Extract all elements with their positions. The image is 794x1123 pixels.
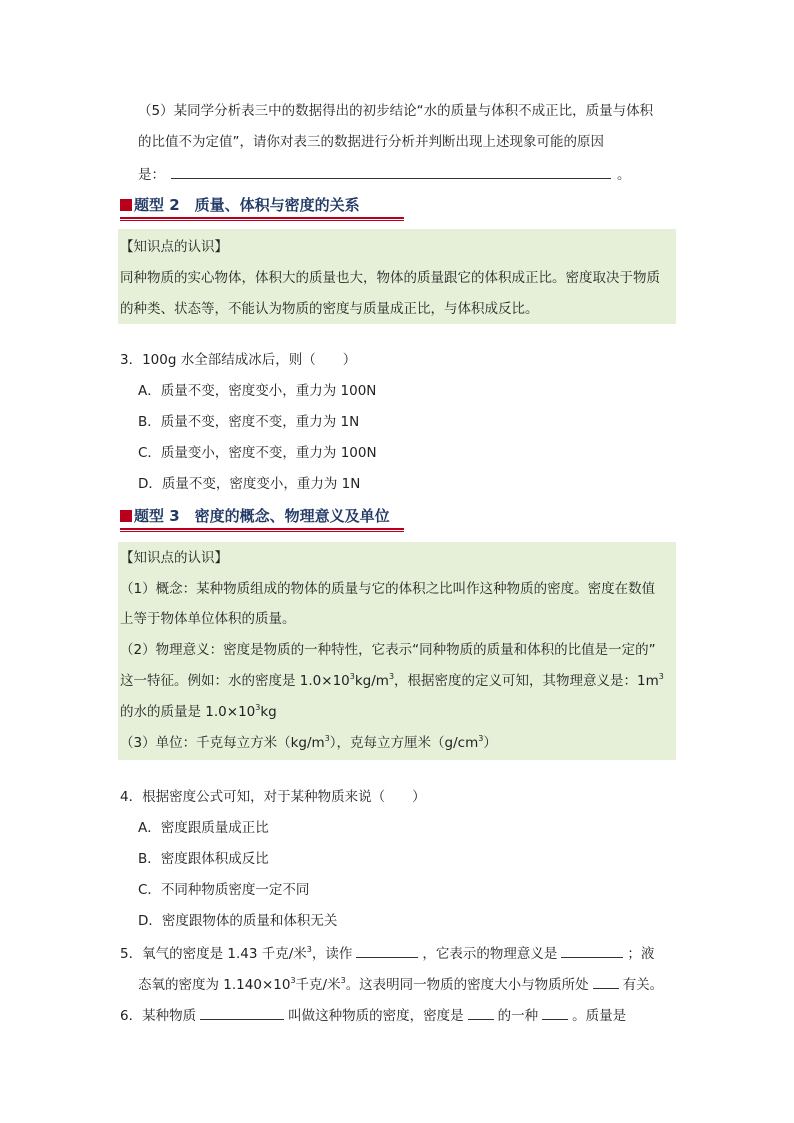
q5-prefix: 是：: [138, 167, 165, 183]
superscript: 3: [349, 672, 355, 681]
text-run: 5．氧气的密度是 1.43 千克/米: [120, 946, 307, 962]
section-header-3: [120, 504, 404, 532]
text-run: （3）单位：千克每立方米（kg/m: [120, 735, 325, 751]
knowledge-text-line: 的种类、状态等，不能认为物质的密度与质量成正比，与体积成反比。: [120, 301, 539, 317]
knowledge-concept-line-2: 上等于物体单位体积的质量。: [120, 611, 296, 627]
question-3-stem: 3．100g 水全部结成冰后，则（ ）: [120, 352, 357, 368]
text-run: ，它表示的物理意义是: [422, 946, 558, 962]
knowledge-box-3: [118, 542, 676, 760]
answer-blank[interactable]: [542, 1004, 568, 1020]
answer-blank[interactable]: [356, 942, 418, 958]
section-underline: [120, 217, 404, 219]
text-run: 的水的质量是 1.0×10: [120, 704, 256, 720]
section-underline-thin: [120, 220, 404, 221]
question-4-stem: 4．根据密度公式可知，对于某种物质来说（ ）: [120, 789, 426, 805]
knowledge-heading: 【知识点的认识】: [120, 239, 228, 255]
knowledge-box-2: [118, 229, 676, 324]
section-marker-icon: [120, 199, 132, 211]
knowledge-concept-line-1: （1）概念：某种物质组成的物体的质量与它的体积之比叫作这种物质的密度。密度在数值: [120, 581, 656, 597]
knowledge-text-line: 同种物质的实心物体，体积大的质量也大，物体的质量跟它的体积成正比。密度取决于物质: [120, 270, 660, 286]
superscript: 3: [255, 703, 261, 712]
superscript: 3: [306, 945, 312, 954]
q5-text-line-1: （5）某同学分析表三中的数据得出的初步结论“水的质量与体积不成正比，质量与体积: [138, 103, 654, 119]
text-run: 千克/米: [295, 977, 341, 993]
question-5-line-1: [120, 942, 654, 964]
text-run: 这一特征。例如：水的密度是 1.0×10: [120, 673, 350, 689]
superscript: 3: [658, 672, 664, 681]
knowledge-meaning-line-1: （2）物理意义：密度是物质的一种特性，它表示“同种物质的质量和体积的比值是一定的”: [120, 642, 656, 658]
text-run: 态氧的密度为 1.140×10: [138, 977, 291, 993]
q5-text-line-3: [138, 163, 631, 185]
question-3-option-d[interactable]: D．质量不变，密度变小，重力为 1N: [138, 476, 361, 492]
section-underline: [120, 528, 404, 530]
text-run: 6．某种物质: [120, 1008, 197, 1024]
question-3-option-a[interactable]: A．质量不变，密度变小，重力为 100N: [138, 383, 377, 399]
section-marker-icon: [120, 510, 132, 522]
text-run: kg: [260, 704, 277, 720]
text-run: 。这表明同一物质的密度大小与物质所处: [345, 977, 589, 993]
text-run: kg/m: [354, 673, 389, 689]
q5-answer-blank[interactable]: [171, 163, 611, 179]
superscript: 3: [388, 672, 395, 681]
text-run: ，读作: [311, 946, 353, 962]
question-4-option-a[interactable]: A．密度跟质量成正比: [138, 820, 269, 836]
question-3-option-c[interactable]: C．质量变小，密度不变，重力为 100N: [138, 445, 377, 461]
question-4-option-b[interactable]: B．密度跟体积成反比: [138, 851, 269, 867]
text-run: ，根据密度的定义可知，其物理意义是：1m: [394, 673, 659, 689]
superscript: 3: [478, 734, 484, 743]
text-run: 的一种: [497, 1008, 539, 1024]
q5-text-line-2: 的比值不为定值”，请你对表三的数据进行分析并判断出现上述现象可能的原因: [138, 134, 604, 150]
answer-blank[interactable]: [200, 1004, 284, 1020]
text-run: ）: [483, 735, 497, 751]
knowledge-meaning-line-3: [120, 702, 277, 722]
section-title-3: 题型 3 密度的概念、物理意义及单位: [134, 507, 390, 525]
question-6-line-1: [120, 1004, 626, 1026]
question-4-option-c[interactable]: C．不同种物质密度一定不同: [138, 882, 310, 898]
answer-blank[interactable]: [468, 1004, 494, 1020]
section-underline-thin: [120, 531, 404, 532]
question-4-option-d[interactable]: D．密度跟物体的质量和体积无关: [138, 913, 338, 929]
section-title-2: 题型 2 质量、体积与密度的关系: [134, 196, 360, 214]
text-run: ），克每立方厘米（g/cm: [329, 735, 479, 751]
section-header-2: [120, 193, 404, 221]
knowledge-heading: 【知识点的认识】: [120, 550, 228, 566]
answer-blank[interactable]: [561, 942, 623, 958]
question-5-line-2: [138, 973, 663, 995]
text-run: 叫做这种物质的密度，密度是: [288, 1008, 464, 1024]
text-run: 。质量是: [572, 1008, 627, 1024]
knowledge-unit-line: [120, 733, 497, 753]
knowledge-meaning-line-2: [120, 671, 664, 691]
q5-suffix: 。: [617, 167, 631, 183]
text-run: ；液: [627, 946, 655, 962]
superscript: 3: [324, 734, 330, 743]
text-run: 有关。: [622, 977, 664, 993]
question-3-option-b[interactable]: B．质量不变，密度不变，重力为 1N: [138, 414, 360, 430]
superscript: 3: [340, 976, 346, 985]
answer-blank[interactable]: [593, 973, 619, 989]
superscript: 3: [290, 976, 296, 985]
